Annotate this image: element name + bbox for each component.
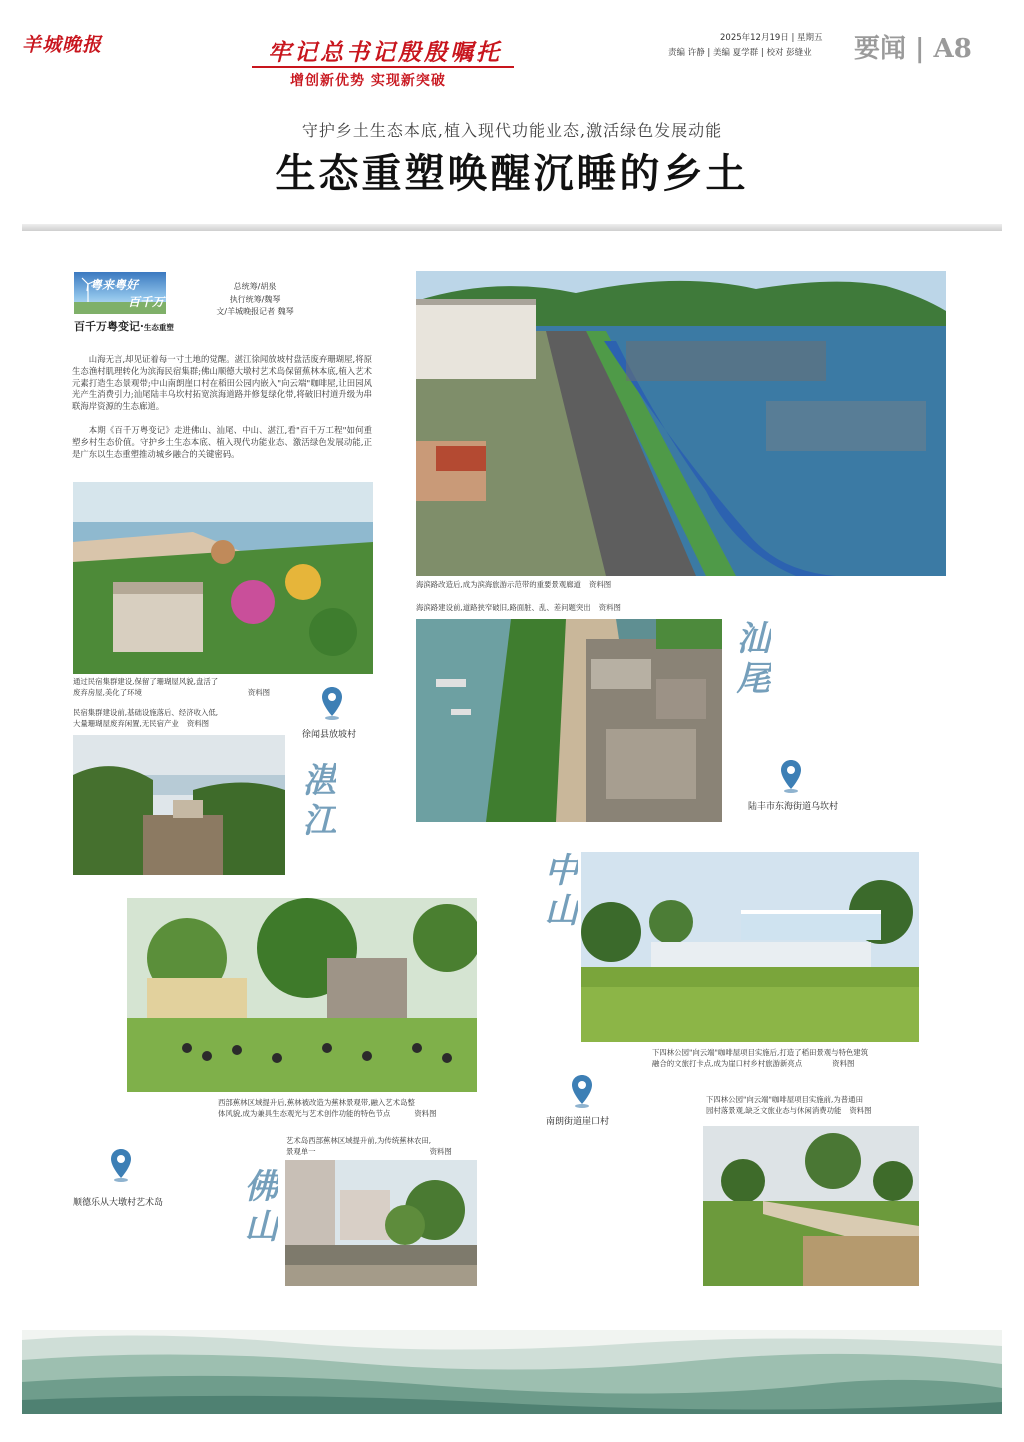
caption-text: 海滨路建设前,道路狭窄破旧,路面脏、乱、差问题突出 (416, 603, 591, 612)
slogan-divider (252, 66, 514, 68)
article-subhead: 守护乡土生态本底,植入现代功能业态,激活绿色发展动能 (301, 121, 723, 140)
caption-text: 融合的文旅打卡点,成为崖口村乡村旅游新亮点 (652, 1059, 803, 1068)
caption-source: 资料图 (247, 688, 271, 697)
caption-text: 废弃房屋,美化了环境 (73, 688, 142, 697)
caption (652, 1047, 868, 1069)
staff-line: 责编 许静 | 美编 夏学群 | 校对 彭缝业 (668, 48, 812, 58)
column-tag: 生态重塑 (143, 323, 174, 332)
slogan-main: 牢记总书记殷殷嘱托 (268, 39, 502, 66)
caption-text: 景观单一 (286, 1147, 316, 1156)
caption-source: 资料图 (832, 1059, 855, 1068)
footer-landscape-band (22, 1330, 1002, 1414)
caption-source: 资料图 (414, 1109, 437, 1118)
photo-zhongshan-after (581, 852, 919, 1042)
caption (73, 676, 270, 698)
caption-source: 资料图 (849, 1106, 872, 1115)
slogan-sub: 增创新优势 实现新突破 (290, 73, 446, 89)
location-pin-icon (780, 759, 802, 793)
credit-line: 执行统筹/魏琴 (229, 294, 281, 304)
place-label: 南朗街道崖口村 (546, 1117, 610, 1127)
place-label: 顺德乐从大墩村艺术岛 (73, 1198, 164, 1208)
photo-foshan-after (127, 898, 477, 1092)
caption (286, 1135, 452, 1157)
lead-paragraph: 山海无言,却见证着每一寸土地的觉醒。湛江徐闻放坡村盘活废弃珊瑚屋,将原生态渔村肌理转化为滨海民宿集群;佛山顺德大墩村艺术岛保留蕉林本底,植入艺术元素打造生态景观带;中山南朗崖口村在稻田公园内嵌入"向云端"咖啡屋,让田园风光产生消费引力;汕尾陆丰乌坎村拓宽滨海道路并修复绿化带,将破旧村道升级为串联海岸资源的生态廊道。 (72, 354, 372, 412)
article-headline: 生态重塑唤醒沉睡的乡土 (275, 150, 749, 197)
caption-text: 艺术岛西部蕉林区域提升前,为传统蕉林农田, (286, 1136, 432, 1145)
caption-text: 通过民宿集群建设,保留了珊瑚屋风貌,盘活了 (73, 677, 219, 686)
caption-text: 园村落景观,缺乏文旅业态与休闲消费功能 (706, 1106, 842, 1115)
column-name (74, 318, 174, 334)
photo-zhongshan-before (703, 1126, 919, 1286)
caption-text: 体风貌,成为兼具生态观光与艺术创作功能的特色节点 (218, 1109, 391, 1118)
credits (196, 281, 314, 319)
caption (416, 579, 611, 590)
date-line: 2025年12月19日 | 星期五 (720, 33, 823, 43)
caption (73, 707, 218, 729)
city-label-shanwei: 汕尾 (730, 620, 770, 700)
column-name-text: 百千万粤变记· (74, 320, 144, 333)
caption-source: 资料图 (429, 1147, 452, 1156)
photo-zhanjiang-after (73, 482, 373, 674)
caption-source: 资料图 (588, 580, 612, 589)
caption-text: 西部蕉林区域提升后,蕉林被改造为蕉林景观带,融入艺术岛整 (218, 1098, 415, 1107)
page-section: 要闻 | A8 (854, 34, 972, 64)
caption-text: 民宿集群建设前,基础设施落后、经济收入低, (73, 708, 219, 717)
newspaper-logo: 羊城晚报 (22, 34, 103, 56)
photo-zhanjiang-before (73, 735, 285, 875)
city-label-zhongshan: 中山 (538, 852, 578, 932)
caption-source: 资料图 (186, 719, 210, 728)
caption (416, 602, 621, 613)
badge-line-1: 粤来粤好 (90, 278, 139, 292)
caption (218, 1097, 437, 1119)
city-label-foshan: 佛山 (238, 1168, 278, 1248)
photo-shanwei-road-before (416, 619, 722, 822)
header-divider (22, 224, 1002, 231)
badge-line-2: 百千万 (128, 295, 165, 309)
caption-text: 下四林公园"向云端"咖啡屋项目实施前,为普通田 (706, 1095, 863, 1104)
place-label: 陆丰市东海街道乌坎村 (748, 802, 839, 812)
caption (706, 1094, 872, 1116)
caption-source: 资料图 (598, 603, 621, 612)
photo-foshan-before (285, 1160, 477, 1286)
caption-text: 下四林公园"向云端"咖啡屋项目实施后,打造了稻田景观与特色建筑 (652, 1048, 869, 1057)
location-pin-icon (571, 1074, 593, 1108)
credit-line: 文/羊城晚报记者 魏琴 (216, 307, 294, 316)
city-label-zhanjiang: 湛江 (296, 762, 336, 842)
caption-text: 海滨路改造后,成为滨海旅游示范带的重要景观廊道 (416, 580, 581, 589)
location-pin-icon (321, 686, 343, 720)
caption-text: 大量珊瑚屋废弃闲置,无民宿产业 (73, 719, 179, 728)
credit-line: 总统筹/胡泉 (233, 282, 277, 291)
place-label: 徐闻县放坡村 (302, 730, 357, 740)
lead-paragraph: 本期《百千万粤变记》走进佛山、汕尾、中山、湛江,看"百千万工程"如何重塑乡村生态价值。守护乡土生态本底、植入现代功能业态、激活绿色发展动能,正是广东以生态重塑推动城乡融合的关键密码。 (72, 425, 372, 459)
location-pin-icon (110, 1148, 132, 1182)
photo-shanwei-road-after (416, 271, 946, 576)
